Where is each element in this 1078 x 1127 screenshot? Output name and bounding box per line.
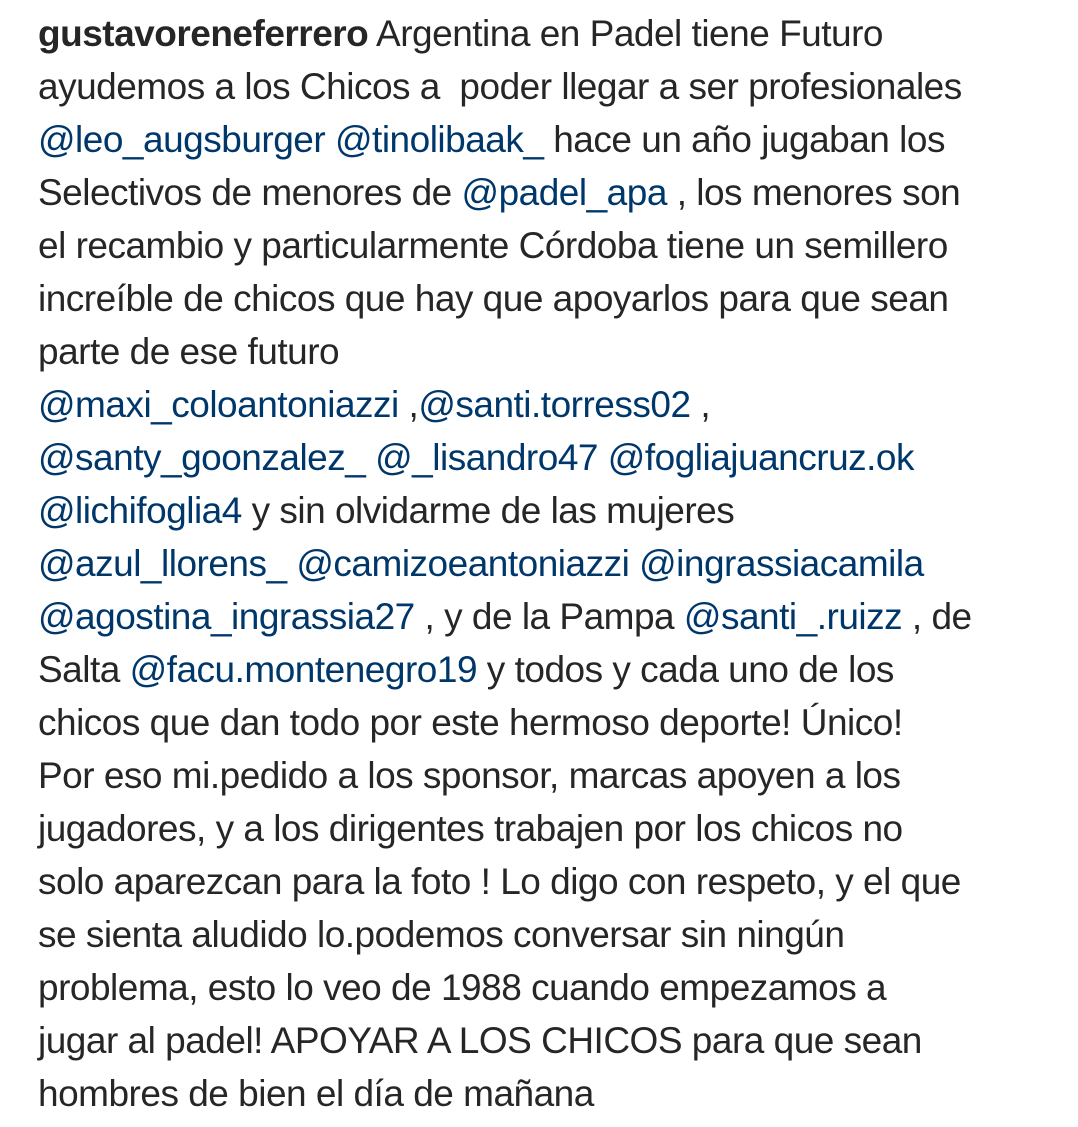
caption-line	[38, 166, 1052, 219]
caption-line	[38, 749, 1052, 802]
caption-line	[38, 219, 1052, 272]
caption-text: y todos y cada uno de los	[477, 649, 894, 690]
caption-line	[38, 537, 1052, 590]
mention-link[interactable]: @_lisandro47	[375, 437, 598, 478]
caption-text	[598, 437, 608, 478]
caption-text: , y de la Pampa	[414, 596, 684, 637]
caption-text: Por eso mi.pedido a los sponsor, marcas apoyen a los	[38, 755, 901, 796]
caption-line	[38, 696, 1052, 749]
caption-line	[38, 855, 1052, 908]
caption-line	[38, 113, 1052, 166]
mention-link[interactable]: @leo_augsburger	[38, 119, 326, 160]
caption-line	[38, 60, 1052, 113]
caption-text: solo aparezcan para la foto ! Lo digo con respeto, y el que	[38, 861, 961, 902]
caption-text: Selectivos de menores de	[38, 172, 462, 213]
caption-text: chicos que dan todo por este hermoso deporte! Único!	[38, 702, 903, 743]
caption-line	[38, 484, 1052, 537]
caption-line	[38, 7, 1052, 60]
mention-link[interactable]: @facu.montenegro19	[129, 649, 478, 690]
mention-link[interactable]: @santi_.ruizz	[683, 596, 903, 637]
caption-text: hombres de bien el día de mañana	[38, 1073, 594, 1114]
mention-link[interactable]: @azul_llorens_	[38, 543, 287, 584]
caption-text: hace un año jugaban los	[543, 119, 945, 160]
caption-line	[38, 1014, 1052, 1067]
caption-line	[38, 272, 1052, 325]
mention-link[interactable]: @maxi_coloantoniazzi	[38, 384, 399, 425]
caption-text: problema, esto lo veo de 1988 cuando empezamos a	[38, 967, 887, 1008]
caption-text: , los menores son	[666, 172, 961, 213]
mention-link[interactable]: @camizoeantoniazzi	[296, 543, 630, 584]
caption-line	[38, 590, 1052, 643]
caption-text: el recambio y particularmente Córdoba tiene un semillero	[38, 225, 948, 266]
caption-line	[38, 431, 1052, 484]
caption-text	[287, 543, 297, 584]
caption-line	[38, 378, 1052, 431]
mention-link[interactable]: @padel_apa	[461, 172, 667, 213]
mention-link[interactable]: @santi.torress02	[418, 384, 691, 425]
mention-link[interactable]: @fogliajuancruz.ok	[607, 437, 915, 478]
caption-text: se sienta aludido lo.podemos conversar sin ningún	[38, 914, 845, 955]
caption-line	[38, 1067, 1052, 1120]
mention-link[interactable]: @santy_goonzalez_	[38, 437, 366, 478]
caption-text: Argentina en Padel tiene Futuro	[368, 13, 883, 54]
caption-text: ayudemos a los Chicos a poder llegar a ser profesionales	[38, 66, 962, 107]
caption-text: jugar al padel! APOYAR A LOS CHICOS para que sean	[38, 1020, 922, 1061]
caption-line	[38, 802, 1052, 855]
caption-text: increíble de chicos que hay que apoyarlos para que sean	[38, 278, 949, 319]
caption-text: , de	[902, 596, 972, 637]
caption-line	[38, 961, 1052, 1014]
caption-line	[38, 908, 1052, 961]
caption-text	[629, 543, 639, 584]
caption-line	[38, 643, 1052, 696]
mention-link[interactable]: @lichifoglia4	[38, 490, 242, 531]
caption-text: parte de ese futuro	[38, 331, 340, 372]
caption-text	[365, 437, 375, 478]
caption-line	[38, 325, 1052, 378]
caption-text: Salta	[38, 649, 130, 690]
caption-text: ,	[690, 384, 711, 425]
caption-text: ,	[398, 384, 419, 425]
mention-link[interactable]: @ingrassiacamila	[639, 543, 924, 584]
caption-text: jugadores, y a los dirigentes trabajen por los chicos no	[38, 808, 903, 849]
mention-link[interactable]: @agostina_ingrassia27	[38, 596, 415, 637]
mention-link[interactable]: @tinolibaak_	[334, 119, 544, 160]
username-link[interactable]: gustavoreneferrero	[38, 13, 369, 54]
caption-text	[325, 119, 335, 160]
caption-text: y sin olvidarme de las mujeres	[241, 490, 735, 531]
